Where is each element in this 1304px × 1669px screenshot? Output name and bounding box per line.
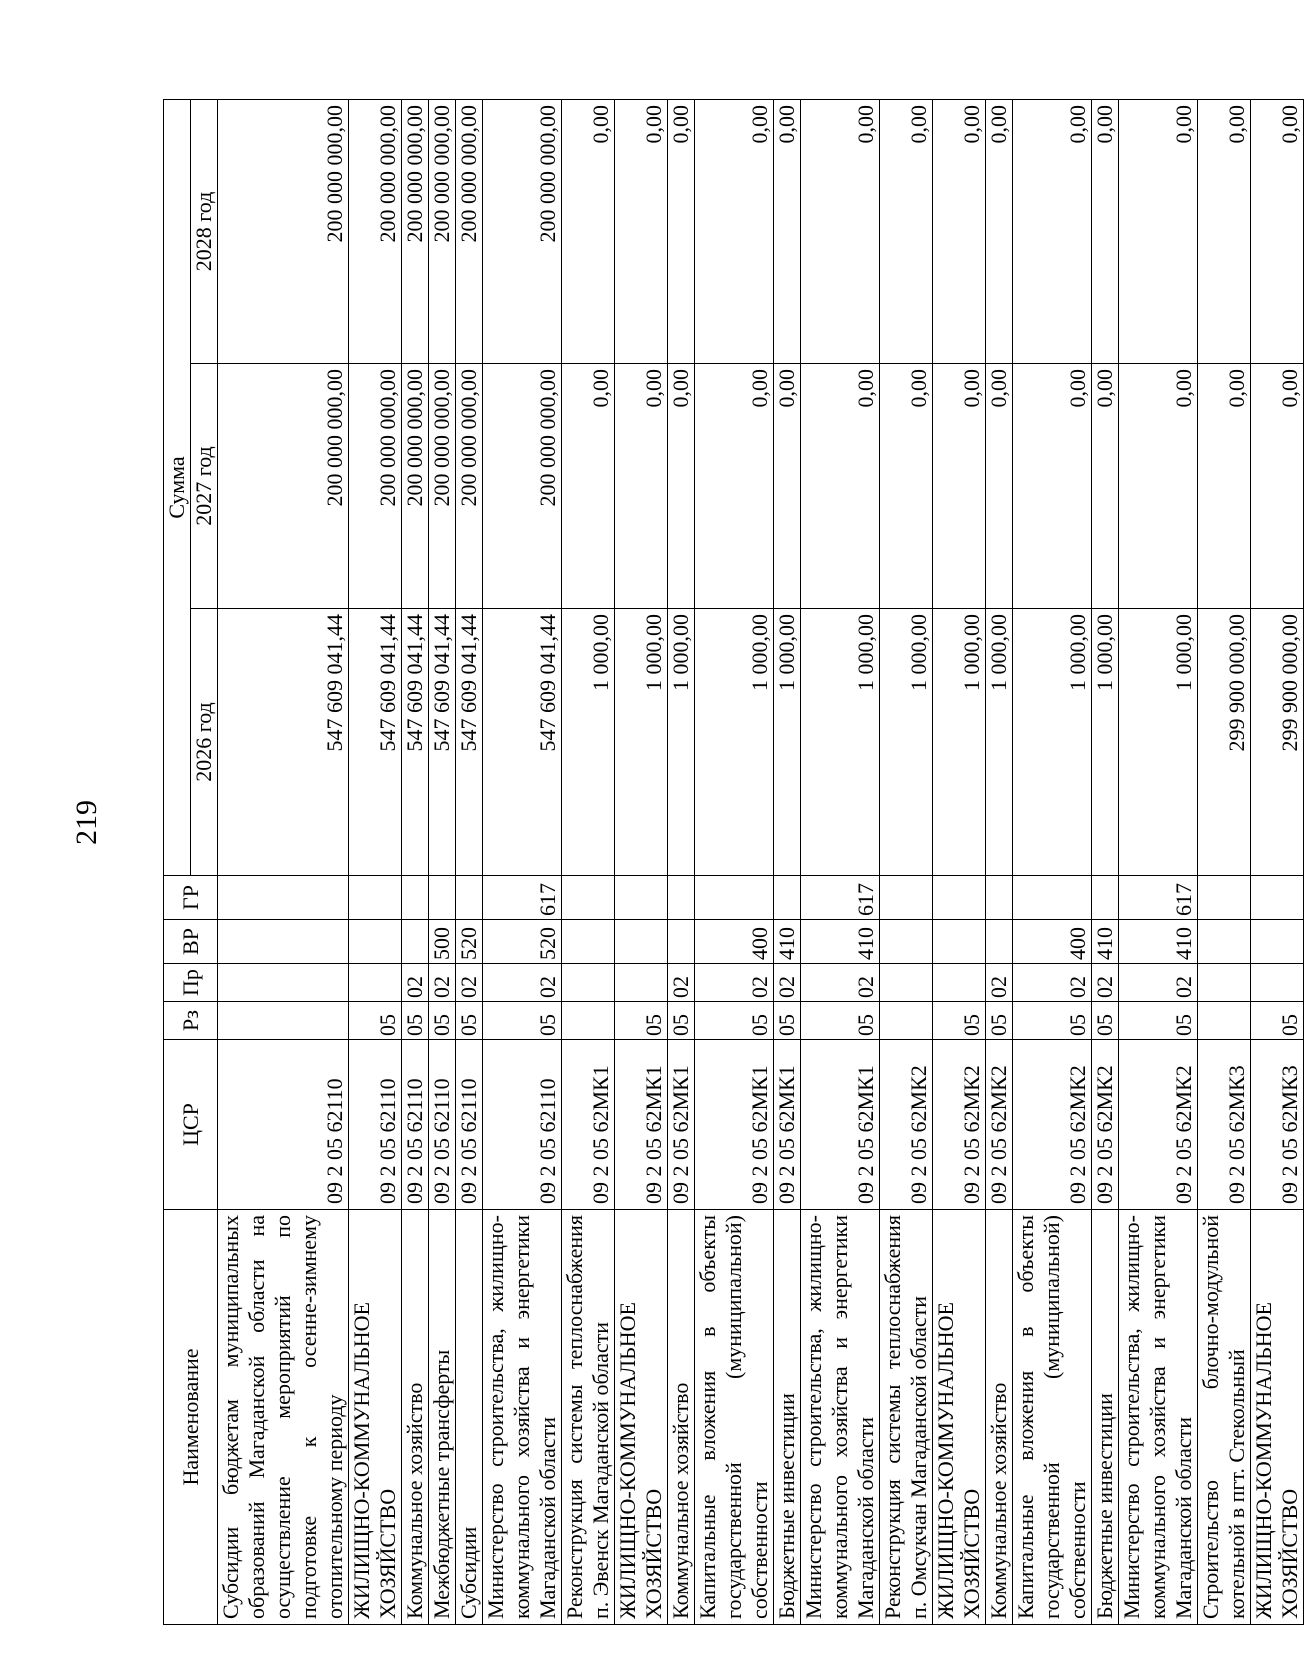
cell-rz [562,1002,615,1040]
cell-vr [562,920,615,964]
cell-2027: 0,00 [615,364,668,609]
cell-2026: 547 609 041,44 [402,609,429,876]
cell-2027: 0,00 [1013,364,1092,609]
table-row [695,99,774,1624]
col-header-vr: ВР [164,920,218,964]
cell-vr: 400 [1013,920,1092,964]
cell-2026: 1 000,00 [801,609,880,876]
cell-vr: 410 [1092,920,1119,964]
cell-rz: 05 [429,1002,456,1040]
cell-vr [1251,920,1304,964]
col-header-2027: 2027 год [191,364,218,609]
cell-rz: 05 [774,1002,801,1040]
cell-csr: 09 2 05 62110 [483,1040,562,1210]
cell-2026: 1 000,00 [1092,609,1119,876]
table-row [1198,99,1251,1624]
cell-2028: 0,00 [1251,99,1304,363]
table-row [1251,99,1304,1624]
cell-pr: 02 [1013,964,1092,1002]
cell-gr [668,876,695,920]
cell-rz [218,1002,349,1040]
cell-gr [402,876,429,920]
cell-gr: 617 [801,876,880,920]
table-header [164,99,218,1624]
cell-2026: 1 000,00 [933,609,986,876]
cell-pr [933,964,986,1002]
cell-vr [1198,920,1251,964]
cell-2026: 1 000,00 [774,609,801,876]
table-row [483,99,562,1624]
cell-name: ЖИЛИЩНО-КОММУНАЛЬНОЕ ХОЗЯЙСТВО [933,1210,986,1625]
cell-2028: 0,00 [1198,99,1251,363]
cell-gr [1013,876,1092,920]
cell-csr: 09 2 05 62110 [456,1040,483,1210]
cell-pr: 02 [774,964,801,1002]
cell-vr: 410 [801,920,880,964]
cell-2027: 0,00 [1251,364,1304,609]
cell-csr: 09 2 05 62МК2 [933,1040,986,1210]
cell-vr [218,920,349,964]
cell-2026: 299 900 000,00 [1198,609,1251,876]
cell-vr: 520 [483,920,562,964]
cell-pr: 02 [801,964,880,1002]
cell-2027: 0,00 [562,364,615,609]
cell-pr: 02 [456,964,483,1002]
cell-gr [562,876,615,920]
cell-2026: 1 000,00 [668,609,695,876]
cell-rz: 05 [933,1002,986,1040]
cell-vr [402,920,429,964]
cell-2027: 0,00 [1119,364,1198,609]
cell-vr [933,920,986,964]
cell-2026: 1 000,00 [986,609,1013,876]
cell-2027: 0,00 [986,364,1013,609]
cell-pr: 02 [1092,964,1119,1002]
cell-2027: 0,00 [801,364,880,609]
cell-2027: 0,00 [668,364,695,609]
cell-2026: 1 000,00 [615,609,668,876]
cell-2027: 200 000 000,00 [429,364,456,609]
cell-2026: 299 900 000,00 [1251,609,1304,876]
page-number: 219 [70,800,103,845]
cell-gr [880,876,933,920]
cell-csr: 09 2 05 62110 [218,1040,349,1210]
col-header-gr: ГР [164,876,218,920]
cell-pr [1198,964,1251,1002]
cell-rz: 05 [1013,1002,1092,1040]
cell-gr: 617 [483,876,562,920]
cell-2028: 0,00 [801,99,880,363]
table-body [218,99,1304,1624]
cell-gr [218,876,349,920]
cell-name: Субсидии [456,1210,483,1625]
table-row [774,99,801,1624]
cell-csr: 09 2 05 62МК1 [801,1040,880,1210]
cell-2028: 0,00 [1013,99,1092,363]
cell-pr [615,964,668,1002]
cell-2028: 200 000 000,00 [349,99,402,363]
table-row [402,99,429,1624]
cell-2026: 1 000,00 [880,609,933,876]
cell-gr [615,876,668,920]
cell-gr [349,876,402,920]
cell-2027: 200 000 000,00 [483,364,562,609]
cell-2026: 547 609 041,44 [349,609,402,876]
table-row [349,99,402,1624]
cell-rz: 05 [1092,1002,1119,1040]
cell-rz: 05 [456,1002,483,1040]
cell-pr: 02 [668,964,695,1002]
cell-pr: 02 [402,964,429,1002]
cell-2026: 1 000,00 [695,609,774,876]
cell-2028: 200 000 000,00 [456,99,483,363]
col-header-2026: 2026 год [191,609,218,876]
col-header-name: Наименование [164,1210,218,1625]
cell-gr: 617 [1119,876,1198,920]
cell-2028: 0,00 [774,99,801,363]
cell-name: ЖИЛИЩНО-КОММУНАЛЬНОЕ ХОЗЯЙСТВО [349,1210,402,1625]
table-row [429,99,456,1624]
cell-rz: 05 [615,1002,668,1040]
cell-name: Коммунальное хозяйство [402,1210,429,1625]
cell-rz [1198,1002,1251,1040]
cell-name: Реконструкция системы теплоснабжения п. Омсукчан Магаданской области [880,1210,933,1625]
cell-name: Бюджетные инвестиции [774,1210,801,1625]
table-row [986,99,1013,1624]
cell-pr [880,964,933,1002]
cell-2027: 0,00 [933,364,986,609]
cell-2027: 0,00 [880,364,933,609]
table-row [456,99,483,1624]
cell-2028: 0,00 [1119,99,1198,363]
cell-name: Коммунальное хозяйство [668,1210,695,1625]
cell-rz: 05 [402,1002,429,1040]
cell-2028: 0,00 [615,99,668,363]
cell-2028: 0,00 [880,99,933,363]
cell-2027: 200 000 000,00 [456,364,483,609]
cell-gr [456,876,483,920]
cell-csr: 09 2 05 62МК1 [695,1040,774,1210]
cell-name: Реконструкция системы теплоснабжения п. Эвенск Магаданской области [562,1210,615,1625]
cell-rz: 05 [1251,1002,1304,1040]
cell-2026: 1 000,00 [562,609,615,876]
cell-csr: 09 2 05 62МК2 [880,1040,933,1210]
cell-2028: 0,00 [986,99,1013,363]
cell-name: ЖИЛИЩНО-КОММУНАЛЬНОЕ ХОЗЯЙСТВО [615,1210,668,1625]
cell-rz: 05 [801,1002,880,1040]
cell-vr: 410 [774,920,801,964]
cell-vr [880,920,933,964]
cell-name: Строительство блочно-модульной котельной в пгт. Стекольный [1198,1210,1251,1625]
cell-gr [1251,876,1304,920]
cell-csr: 09 2 05 62МК3 [1198,1040,1251,1210]
cell-pr [218,964,349,1002]
cell-gr [429,876,456,920]
cell-vr [668,920,695,964]
table-row [218,99,349,1624]
table-row [562,99,615,1624]
cell-csr: 09 2 05 62110 [429,1040,456,1210]
cell-name: Капитальные вложения в объекты государственной (муниципальной) собственности [1013,1210,1092,1625]
cell-csr: 09 2 05 62МК2 [1119,1040,1198,1210]
table-row [801,99,880,1624]
cell-gr [933,876,986,920]
cell-2027: 0,00 [1198,364,1251,609]
table-row [880,99,933,1624]
cell-2028: 0,00 [933,99,986,363]
cell-2028: 0,00 [562,99,615,363]
cell-2028: 200 000 000,00 [402,99,429,363]
cell-2027: 0,00 [1092,364,1119,609]
cell-2028: 200 000 000,00 [218,99,349,363]
cell-2028: 0,00 [695,99,774,363]
cell-rz: 05 [1119,1002,1198,1040]
cell-2026: 547 609 041,44 [218,609,349,876]
cell-rz [880,1002,933,1040]
col-header-csr: ЦСР [164,1040,218,1210]
cell-vr: 500 [429,920,456,964]
cell-2028: 0,00 [668,99,695,363]
table-row [1092,99,1119,1624]
cell-vr [615,920,668,964]
cell-2027: 0,00 [774,364,801,609]
table-row [1013,99,1092,1624]
cell-name: Министерство строительства, жилищно-коммунального хозяйства и энергетики Магаданской области [801,1210,880,1625]
cell-gr [986,876,1013,920]
cell-gr [774,876,801,920]
cell-csr: 09 2 05 62МК2 [1092,1040,1119,1210]
cell-csr: 09 2 05 62МК1 [562,1040,615,1210]
cell-2026: 547 609 041,44 [429,609,456,876]
cell-pr: 02 [986,964,1013,1002]
cell-vr: 400 [695,920,774,964]
cell-gr [1198,876,1251,920]
cell-pr: 02 [483,964,562,1002]
cell-vr [986,920,1013,964]
cell-name: Министерство строительства, жилищно-коммунального хозяйства и энергетики Магаданской области [1119,1210,1198,1625]
cell-rz: 05 [668,1002,695,1040]
cell-pr [349,964,402,1002]
cell-rz: 05 [695,1002,774,1040]
table-row [615,99,668,1624]
cell-csr: 09 2 05 62110 [349,1040,402,1210]
cell-pr [562,964,615,1002]
cell-2027: 200 000 000,00 [402,364,429,609]
cell-vr: 410 [1119,920,1198,964]
cell-2026: 1 000,00 [1119,609,1198,876]
cell-rz: 05 [349,1002,402,1040]
cell-vr: 520 [456,920,483,964]
cell-pr: 02 [1119,964,1198,1002]
cell-rz: 05 [483,1002,562,1040]
budget-table [163,99,1304,1625]
cell-rz: 05 [986,1002,1013,1040]
cell-2026: 547 609 041,44 [483,609,562,876]
cell-csr: 09 2 05 62МК1 [615,1040,668,1210]
cell-2028: 200 000 000,00 [483,99,562,363]
cell-name: Коммунальное хозяйство [986,1210,1013,1625]
cell-csr: 09 2 05 62МК3 [1251,1040,1304,1210]
col-header-2028: 2028 год [191,99,218,363]
cell-pr: 02 [695,964,774,1002]
cell-name: ЖИЛИЩНО-КОММУНАЛЬНОЕ ХОЗЯЙСТВО [1251,1210,1304,1625]
col-header-sum: Сумма [164,99,191,875]
cell-2028: 200 000 000,00 [429,99,456,363]
cell-2027: 200 000 000,00 [218,364,349,609]
table-row [668,99,695,1624]
cell-2027: 0,00 [695,364,774,609]
cell-csr: 09 2 05 62110 [402,1040,429,1210]
cell-gr [1092,876,1119,920]
cell-name: Межбюджетные трансферты [429,1210,456,1625]
cell-csr: 09 2 05 62МК1 [774,1040,801,1210]
cell-name: Бюджетные инвестиции [1092,1210,1119,1625]
col-header-pr: Пр [164,964,218,1002]
cell-2028: 0,00 [1092,99,1119,363]
cell-2026: 547 609 041,44 [456,609,483,876]
cell-2027: 200 000 000,00 [349,364,402,609]
cell-name: Капитальные вложения в объекты государственной (муниципальной) собственности [695,1210,774,1625]
cell-vr [349,920,402,964]
cell-gr [695,876,774,920]
cell-csr: 09 2 05 62МК2 [986,1040,1013,1210]
cell-name: Субсидии бюджетам муниципальных образований Магаданской области на осуществление мероприятий по подготовке к осенне-зимнему отопительному периоду [218,1210,349,1625]
table-row [1119,99,1198,1624]
cell-2026: 1 000,00 [1013,609,1092,876]
cell-pr [1251,964,1304,1002]
cell-csr: 09 2 05 62МК2 [1013,1040,1092,1210]
cell-csr: 09 2 05 62МК1 [668,1040,695,1210]
table-row [933,99,986,1624]
cell-name: Министерство строительства, жилищно-коммунального хозяйства и энергетики Магаданской области [483,1210,562,1625]
col-header-rz: Рз [164,1002,218,1040]
cell-pr: 02 [429,964,456,1002]
rotated-table-wrapper [163,100,1302,1625]
